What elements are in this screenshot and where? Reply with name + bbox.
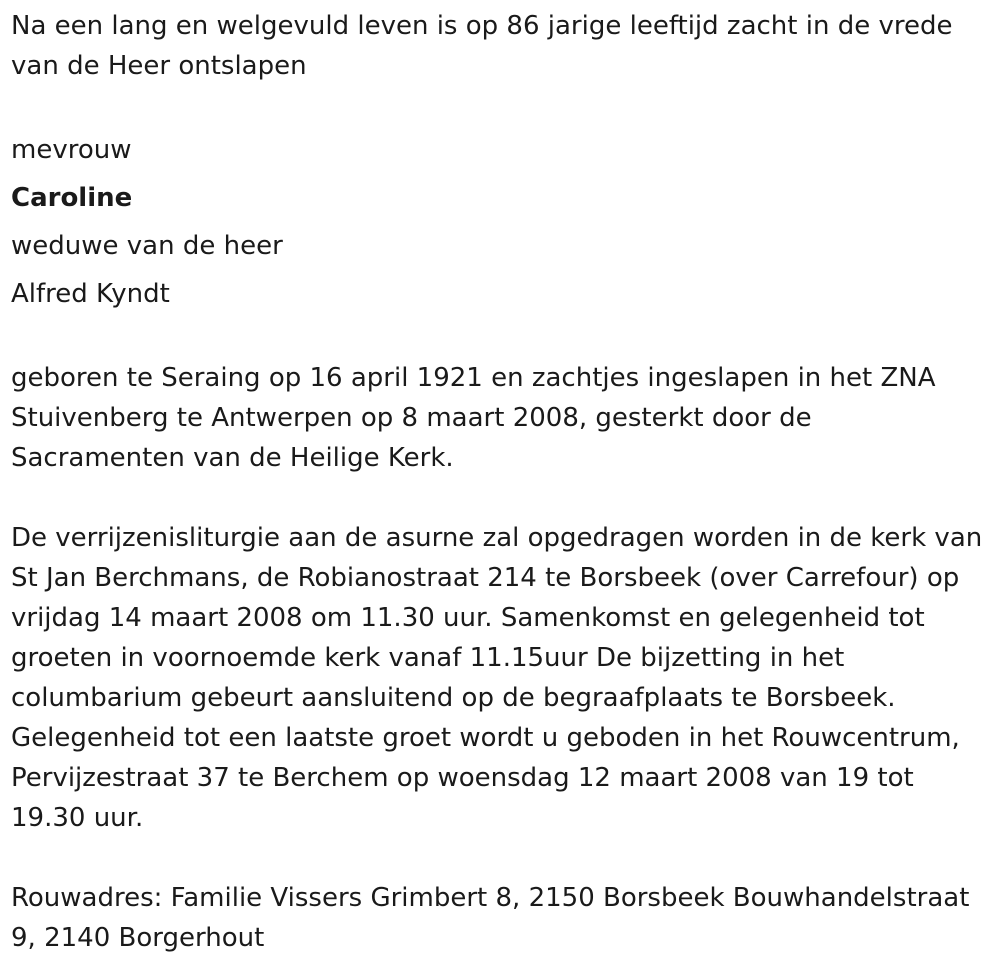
relation-text: weduwe van de heer [11, 231, 283, 261]
intro-text: Na een lang en welgevuld leven is op 86 jarige leeftijd zacht in de vrede van de Heer ontslapen [11, 11, 953, 81]
mourning-address: Rouwadres: Familie Vissers Grimbert 8, 2150 Borsbeek Bouwhandelstraat 9, 2140 Borgerhout [11, 883, 970, 953]
spouse-name: Alfred Kyndt [11, 279, 170, 309]
honorific: mevrouw [11, 135, 132, 165]
birth-death-text: geboren te Seraing op 16 april 1921 en zachtjes ingeslapen in het ZNA Stuivenberg te Antwerpen op 8 maart 2008, gesterkt door de Sacramenten van de Heilige Kerk. [11, 363, 936, 473]
deceased-block [11, 126, 990, 318]
ceremony-text: De verrijzenisliturgie aan de asurne zal opgedragen worden in de kerk van St Jan Berchmans, de Robianostraat 214 te Borsbeek (over Carrefour) op vrijdag 14 maart 2008 om 11.30 uur. Samenkomst en gelegenheid tot groeten in voornoemde kerk vanaf 11.15uur De bijzetting in het columbarium gebeurt aansluitend op de begraafplaats te Borsbeek. Gelegenheid tot een laatste groet wordt u geboden in het Rouwcentrum, Pervijzestraat 37 te Berchem op woensdag 12 maart 2008 van 19 tot 19.30 uur. [11, 523, 983, 833]
deceased-name: Caroline [11, 183, 133, 213]
